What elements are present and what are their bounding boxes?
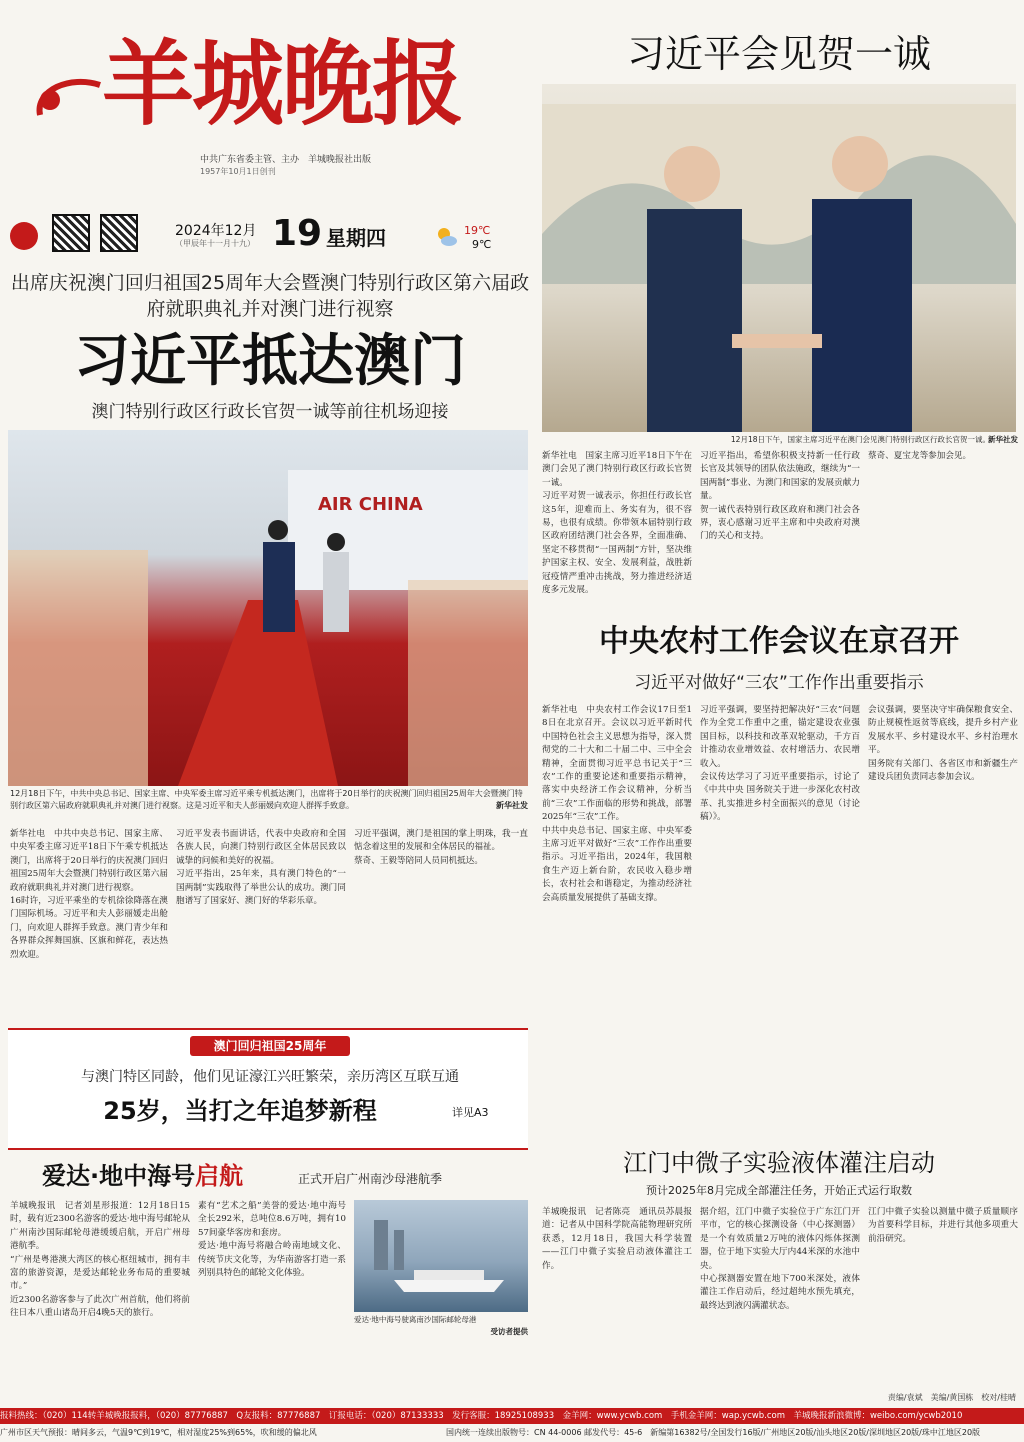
- physics-subhead: 预计2025年8月完成全部灌注任务，开始正式运行取数: [646, 1184, 912, 1197]
- rural-subhead: 习近平对做好“三农”工作作出重要指示: [634, 673, 924, 693]
- meeting-paragraph: 习近平对贺一诚表示，你担任行政长官这5年，迎难而上、务实有为，很不容易，也很有成绩。你带领本届特别行政区政府团结澳门社会各界，全面准确、坚定不移贯彻“一国两制”方针，坚决维护国家主权、安全、发展利益，战胜新冠疫情严重冲击挑战，努力推进经济适度多元发展。: [542, 491, 692, 596]
- rural-paragraph: 习近平强调，要坚持把解决好“三农”问题作为全党工作重中之重，锚定建设农业强国目标，以科技和改革双轮驱动，千方百计推动农业增效益、农村增活力、农民增收入。: [700, 705, 860, 769]
- lead-body-col-1: [10, 828, 168, 1018]
- banner-ref: 详见A3: [452, 1106, 489, 1119]
- rural-paragraph: 新华社电 中央农村工作会议17日至18日在北京召开。会议以习近平新时代中国特色社会主义思想为指导，深入贯彻党的二十大和二十届二中、三中全会精神，全面贯彻习近平总书记关于“三农”工作的重要论述和重要指示精神，落实中央经济工作会议精神，分析当前“三农”工作面临的形势和挑战，部署2025年“三农”工作。: [542, 705, 692, 823]
- cruise-paragraph: 素有“艺术之船”美誉的爱达·地中海号全长292米，总吨位8.6万吨，拥有1057间豪华客房和套房。: [198, 1201, 346, 1238]
- physics-paragraph: 羊城晚报讯 记者陈亮 通讯员苏晨报道：记者从中国科学院高能物理研究所获悉，12月18日，我国大科学装置——江门中微子实验启动液体灌注工作。: [542, 1207, 692, 1271]
- cruise-subhead: 正式开启广州南沙母港航季: [298, 1172, 443, 1186]
- meeting-paragraph: 贺一诚代表特别行政区政府和澳门社会各界，衷心感谢习近平主席和中央政府对澳门的关心和支持。: [700, 504, 860, 542]
- cruise-headline-part1: 爱达·地中海号: [42, 1162, 196, 1190]
- qr-code-icon: [100, 214, 138, 252]
- editors-line: 责编/袁斌 美编/黄国栋 校对/桂晴: [887, 1393, 1016, 1402]
- meeting-photo-caption: 12月18日下午，国家主席习近平在澳门会见澳门特别行政区行政长官贺一诚。: [730, 435, 990, 444]
- rural-body-col-3: [868, 704, 1018, 1144]
- lead-body-col-3: [354, 828, 528, 1018]
- rural-paragraph: 会议强调，要坚决守牢确保粮食安全、防止规模性返贫等底线，提升乡村产业发展水平、乡村建设水平、乡村治理水平。: [868, 705, 1018, 756]
- rural-paragraph: 中共中央总书记、国家主席、中央军委主席习近平对做好“三农”工作作出重要指示。习近平指出，2024年，我国粮食生产迈上新台阶，农民收入稳步增长，农村社会和谐稳定，为推动经济社会高质量发展提供了基础支撑。: [542, 825, 692, 903]
- date-main: 2024年12月: [175, 223, 257, 239]
- cruise-paragraph: 羊城晚报讯 记者刘星形报道：12月18日15时，载有近2300名游客的爱达·地中海号邮轮从广州南沙国际邮轮母港缓缓启航，开启广州母港航季。: [10, 1201, 190, 1252]
- meeting-paragraph: 蔡奇、夏宝龙等参加会见。: [868, 451, 972, 461]
- physics-body-col-1: [542, 1206, 692, 1390]
- cruise-body-col-1: [10, 1200, 190, 1400]
- partly-sunny-icon: [436, 226, 458, 248]
- anniversary-badge: 澳门回归祖国25周年: [190, 1036, 350, 1056]
- lead-kicker: 出席庆祝澳门回归祖国25周年大会暨澳门特别行政区第六届政府就职典礼并对澳门进行视察: [10, 272, 530, 320]
- cruise-headline: [42, 1160, 243, 1192]
- svg-text:AIR CHINA: AIR CHINA: [318, 494, 423, 515]
- masthead-title: 羊城晚报: [102, 30, 463, 138]
- meeting-paragraph: 习近平指出，希望你积极支持新一任行政长官及其领导的团队依法施政，继续为“一国两制”事业、为澳门和国家的发展贡献力量。: [700, 451, 860, 502]
- physics-paragraph: 江门中微子实验以测量中微子质量顺序为首要科学目标，并进行其他多项重大前沿研究。: [868, 1207, 1018, 1244]
- temp-high: 19℃: [464, 224, 491, 237]
- lead-paragraph: 习近平发表书面讲话，代表中央政府和全国各族人民，向澳门特别行政区全体居民致以诚挚的问候和美好的祝福。: [176, 829, 346, 866]
- cruise-paragraph: “广州是粤港澳大湾区的核心枢纽城市，拥有丰富的旅游资源，是爱达邮轮业务布局的重要城市。”: [10, 1254, 190, 1292]
- banner-line-1: 与澳门特区同龄，他们见证濠江兴旺繁荣，亲历湾区互联互通: [81, 1069, 459, 1085]
- meeting-body-col-2: [700, 450, 860, 614]
- lead-photo-caption: 12月18日下午，中共中央总书记、国家主席、中央军委主席习近平乘专机抵达澳门，出席将于20日举行的庆祝澳门回归祖国25周年大会暨澳门特别行政区第六届政府就职典礼并对澳门进行视察。这是习近平和夫人彭丽媛向欢迎人群挥手致意。: [10, 789, 523, 810]
- date-weekday: 星期四: [326, 226, 386, 250]
- physics-body-col-2: [700, 1206, 860, 1390]
- footer-legal: 国内统一连续出版物号：CN 44-0006 邮发代号：45-6 新编第16382号/全国发行16版/广州地区20版/汕头地区20版/深圳地区20版/珠中江地区20版: [446, 1428, 981, 1437]
- physics-paragraph: 据介绍，江门中微子实验位于广东江门开平市，它的核心探测设备（中心探测器）是一个有效质量2万吨的液体闪烁体探测器，位于地下实验大厅内44米深的水池中央。: [700, 1207, 860, 1271]
- meeting-headline: 习近平会见贺一诚: [626, 32, 931, 76]
- physics-paragraph: 中心探测器安置在地下700米深处，液体灌注工作启动后，经过超纯水预先填充，最终达到液闪满灌状态。: [700, 1274, 860, 1311]
- meeting-body-col-3: [868, 450, 1018, 614]
- rural-headline: 中央农村工作会议在京召开: [599, 624, 959, 659]
- cruise-paragraph: 近2300名游客参与了此次广州首航，他们将前往日本八重山诸岛开启4晚5天的旅行。: [10, 1294, 190, 1319]
- rural-paragraph: 会议传达学习了习近平重要指示，讨论了《中共中央 国务院关于进一步深化农村改革、扎实推进乡村全面振兴的意见（讨论稿）》。: [700, 772, 860, 823]
- cruise-photo: [354, 1200, 528, 1312]
- temp-low: 9℃: [472, 238, 492, 251]
- cruise-paragraph: 爱达·地中海号将融合岭南地域文化、传统节庆文化等，为华南游客打造一系列别具特色的邮轮文化体验。: [198, 1241, 346, 1279]
- meeting-photo-credit: 新华社发: [988, 435, 1018, 444]
- footer-hotlines: 报料热线：（020）114转羊城晚报报料，（020）87776887 Q友报料：87776887 订报电话：（020）87133333 发行客服：18925108933 金羊网：www.ycwb.com 手机金羊网：wap.ycwb.com 羊城晚报新浪微博：weibo.com/ycwb2010: [0, 1408, 1024, 1424]
- emblem-icon: [10, 222, 38, 250]
- lead-paragraph: 16时许，习近平乘坐的专机徐徐降落在澳门国际机场。习近平和夫人彭丽媛走出舱门，向欢迎人群挥手致意。澳门青少年和各界群众挥舞国旗、区旗和鲜花，表达热烈欢迎。: [10, 896, 168, 960]
- publisher-line: 中共广东省委主管、主办 羊城晚报社出版: [200, 155, 372, 165]
- lead-body-col-2: [176, 828, 346, 1018]
- rural-paragraph: 国务院有关部门、各省区市和新疆生产建设兵团负责同志参加会议。: [868, 758, 1018, 783]
- date-lunar: （甲辰年十一月十九）: [175, 239, 255, 248]
- lead-photo-credit: 新华社发: [496, 801, 528, 810]
- meeting-photo: [542, 84, 1016, 432]
- cruise-photo-caption: 爱达·地中海号驶离南沙国际邮轮母港: [354, 1315, 477, 1324]
- banner-line-2: 25岁，当打之年追梦新程: [103, 1097, 377, 1125]
- qr-code-icon: [52, 214, 90, 252]
- physics-body-col-3: [868, 1206, 1018, 1356]
- lead-headline: 习近平抵达澳门: [74, 329, 466, 394]
- physics-headline: 江门中微子实验液体灌注启动: [623, 1149, 935, 1177]
- cruise-headline-part2: 启航: [195, 1162, 244, 1190]
- lead-paragraph: 蔡奇、王毅等陪同人员同机抵达。: [354, 855, 483, 866]
- cruise-photo-credit: 受访者提供: [490, 1327, 528, 1336]
- rural-body-col-1: [542, 704, 692, 1144]
- rural-body-col-2: [700, 704, 860, 1144]
- lead-paragraph: 新华社电 中共中央总书记、国家主席、中央军委主席习近平18日下午乘专机抵达澳门，出席将于20日举行的庆祝澳门回归祖国25周年大会暨澳门特别行政区第六届政府就职典礼并对澳门进行视察。: [10, 829, 168, 893]
- lead-photo: [8, 430, 528, 786]
- date-day: 19: [272, 213, 323, 254]
- founded-line: 1957年10月1日创刊: [200, 167, 276, 176]
- meeting-body-col-1: [542, 450, 692, 614]
- lead-subhead: 澳门特别行政区行政长官贺一诚等前往机场迎接: [91, 402, 449, 422]
- cruise-body-col-2: [198, 1200, 346, 1400]
- meeting-paragraph: 新华社电 国家主席习近平18日下午在澳门会见了澳门特别行政区行政长官贺一诚。: [542, 451, 692, 488]
- lead-paragraph: 习近平强调，澳门是祖国的掌上明珠，我一直惦念着这里的发展和全体居民的福祉。: [354, 829, 528, 853]
- footer-weather: 广州市区天气预报：晴间多云，气温9℃到19℃，相对湿度25%到65%，吹和缓的偏北风: [0, 1428, 317, 1437]
- lead-paragraph: 习近平指出，25年来，具有澳门特色的“一国两制”实践取得了举世公认的成功。澳门同胞谱写了国家好、澳门好的华彩乐章。: [176, 869, 346, 907]
